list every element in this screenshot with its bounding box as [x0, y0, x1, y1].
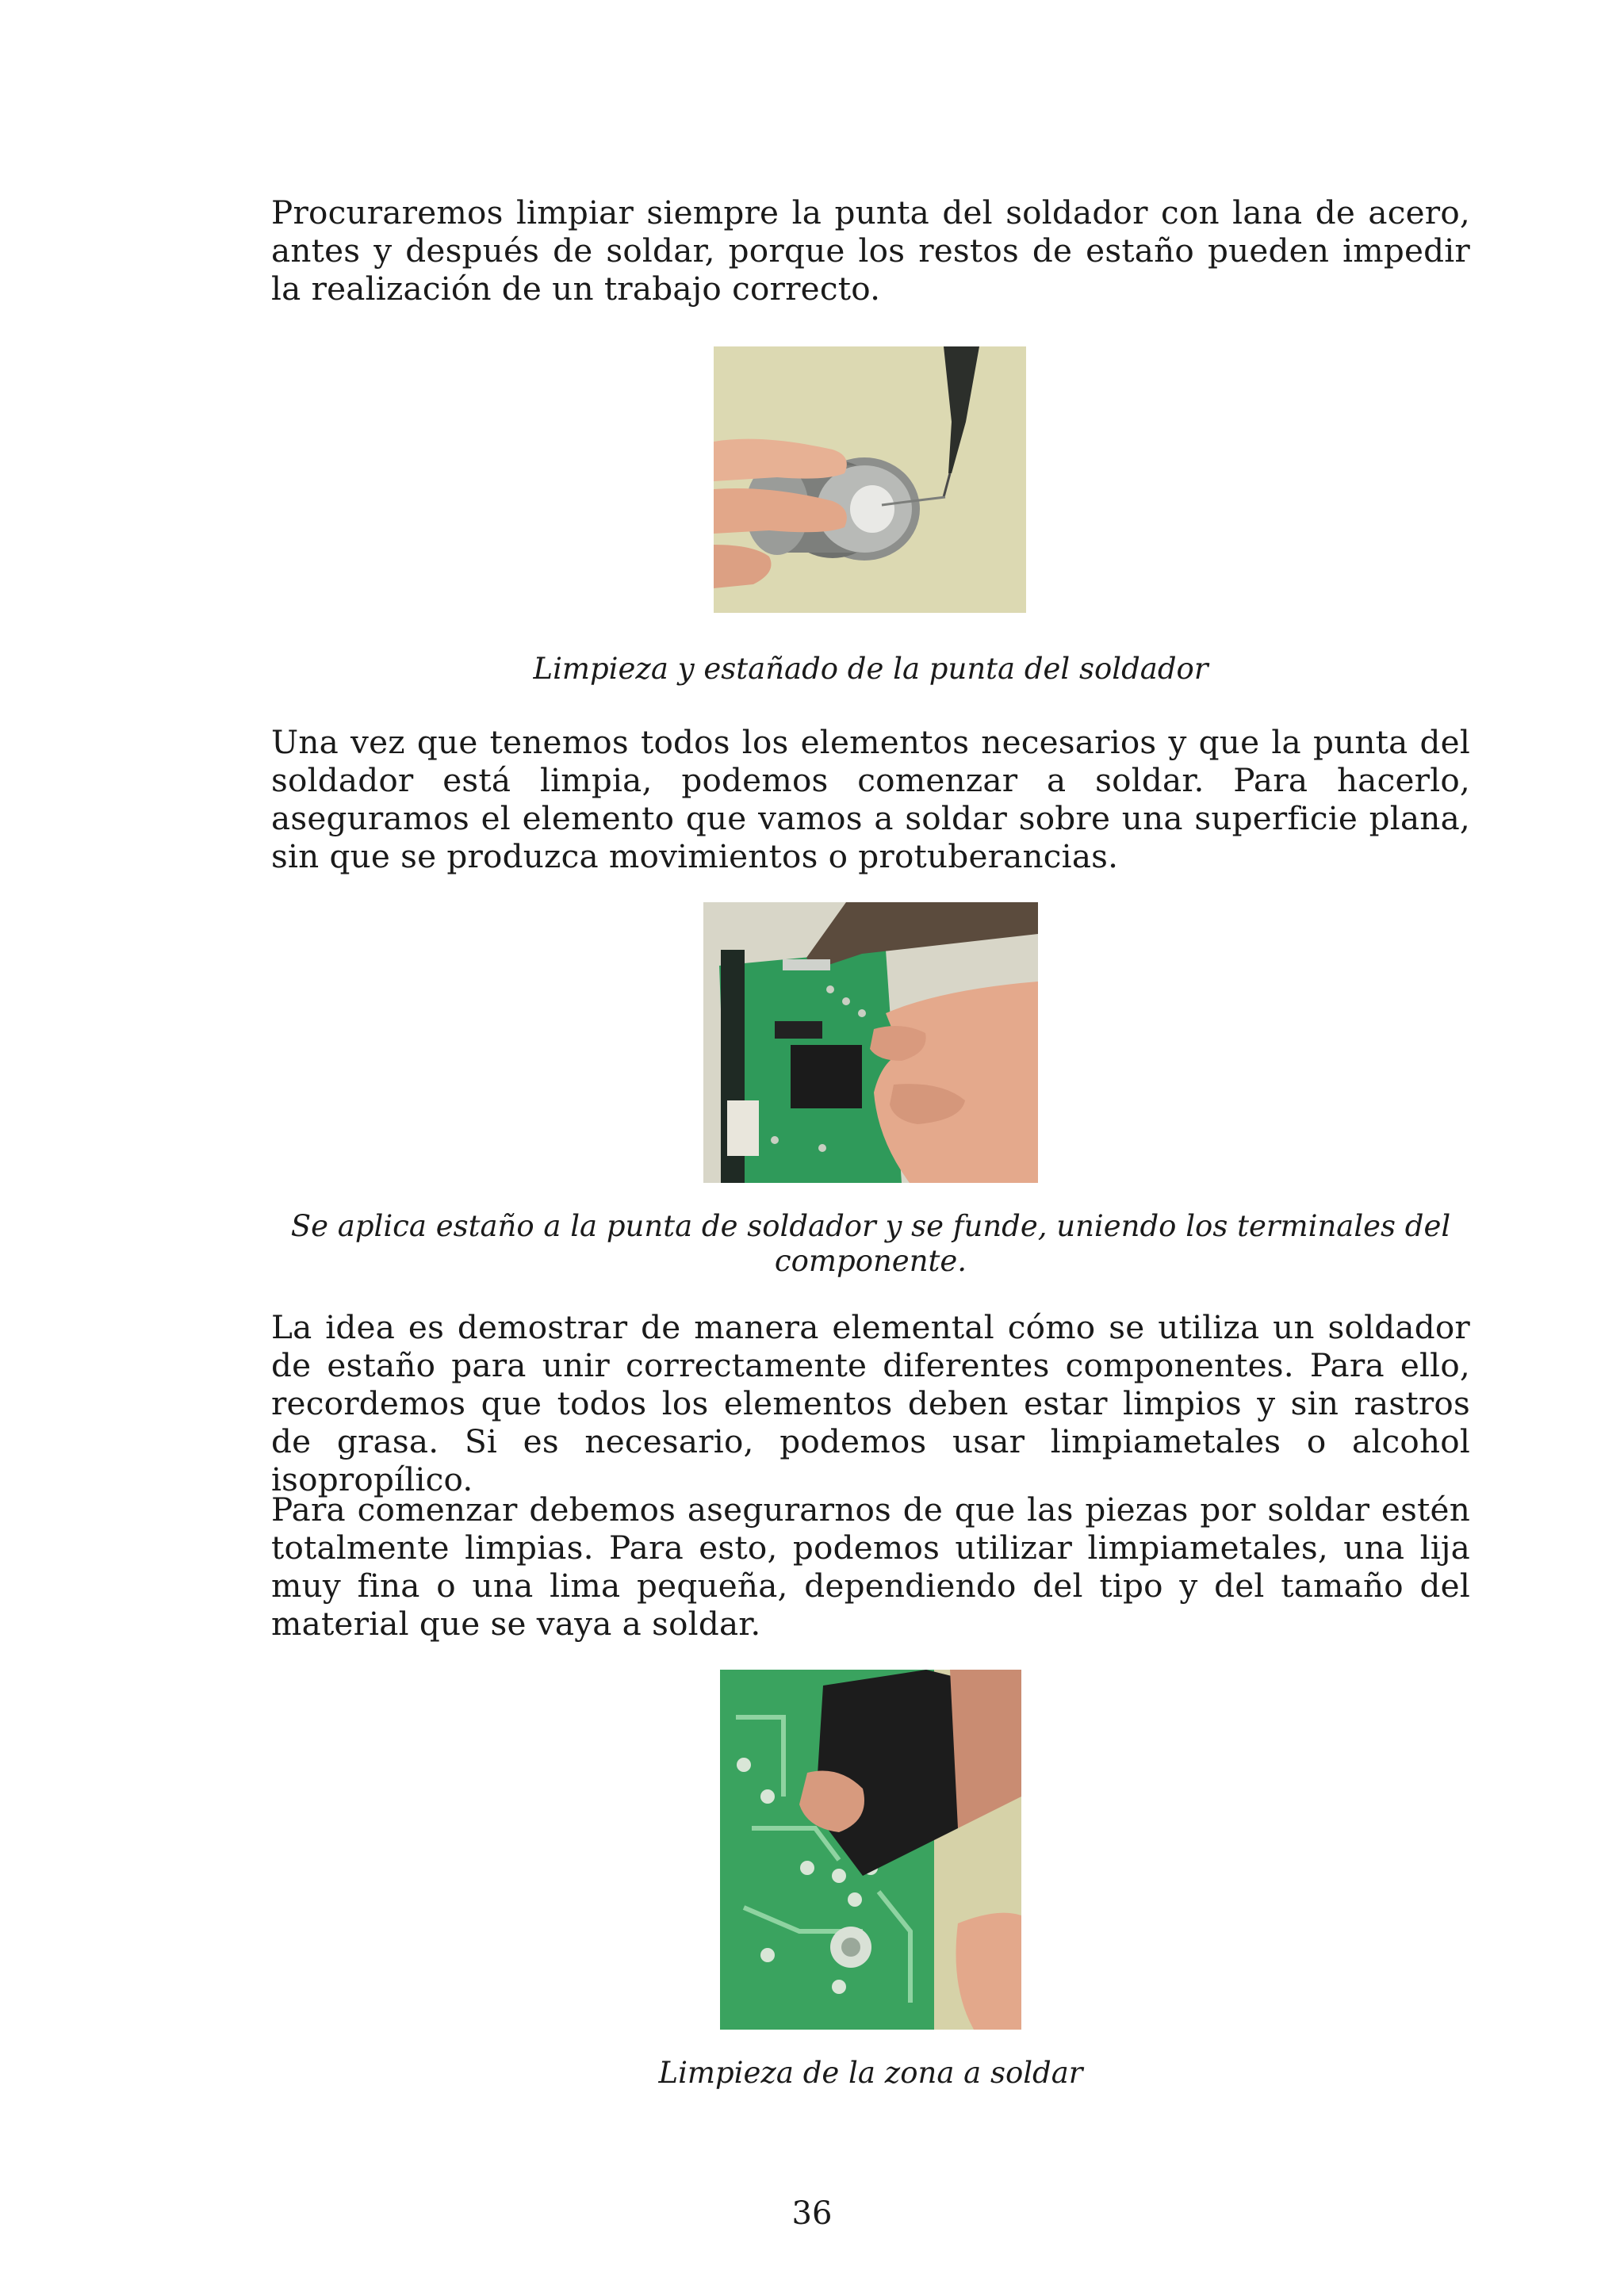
caption-1: Limpieza y estañado de la punta del soldador [533, 652, 1208, 686]
paragraph-3: La idea es demostrar de manera elemental cómo se utiliza un soldador de estaño para unir correctamente diferentes componentes. Para ello, recordemos que todos los elementos deben estar limpios y sin rastros de grasa. Si es necesario, podemos usar limpiametales o alcohol isopropílico. [271, 1308, 1470, 1498]
caption-2-line-2: componente. [774, 1244, 967, 1278]
paragraph-4: Para comenzar debemos asegurarnos de que las piezas por soldar estén totalmente limpias. Para esto, podemos utilizar limpiametales, una lija muy fina o una lima pequeña, dependiendo del tipo y del tamaño del material que se vaya a soldar. [271, 1490, 1470, 1643]
cleaning-pcb-illustration [720, 1670, 1021, 2030]
page-number: 36 [791, 2195, 833, 2232]
photo-soldering-pcb [703, 902, 1038, 1183]
paragraph-1: Procuraremos limpiar siempre la punta del soldador con lana de acero, antes y después de soldar, porque los restos de estaño pueden impedir la realización de un trabajo correcto. [271, 193, 1470, 308]
solder-spool-illustration [714, 346, 1026, 613]
photo-solder-spool [714, 346, 1026, 613]
paragraph-2: Una vez que tenemos todos los elementos necesarios y que la punta del soldador está limpia, podemos comenzar a soldar. Para hacerlo, aseguramos el elemento que vamos a soldar sobre una superficie plana, sin que se produzca movimientos o protuberancias. [271, 723, 1470, 875]
caption-3: Limpieza de la zona a soldar [658, 2056, 1083, 2090]
caption-2 [271, 1209, 1470, 1279]
photo-cleaning-pcb [720, 1670, 1021, 2030]
caption-2-line-1: Se aplica estaño a la punta de soldador y se funde, uniendo los terminales del [290, 1209, 1451, 1243]
soldering-pcb-illustration [703, 902, 1038, 1183]
